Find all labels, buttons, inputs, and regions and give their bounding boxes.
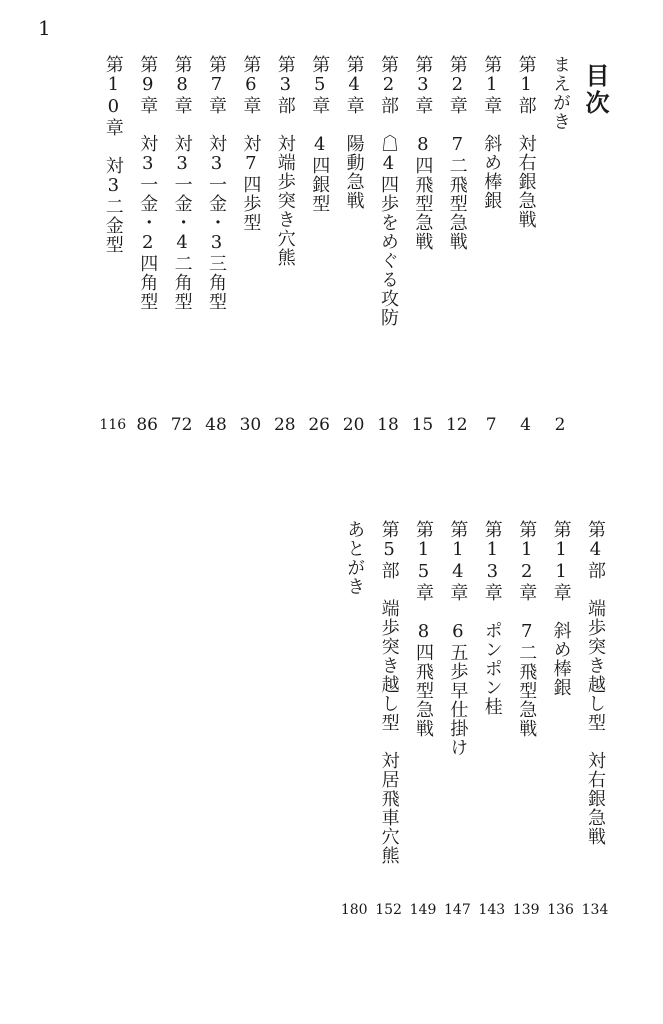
toc-entry-label: 第4章 陽動急戦 bbox=[343, 55, 365, 210]
toc-entry-page: 72 bbox=[170, 415, 193, 435]
toc-entry-page: 28 bbox=[273, 415, 296, 435]
toc-entry-label: 第15章 8四飛型急戦 bbox=[413, 520, 434, 738]
toc-entry-page: 152 bbox=[375, 902, 402, 918]
toc-entry-page: 48 bbox=[205, 415, 227, 435]
toc-entry-label: 第3章 8四飛型急戦 bbox=[412, 55, 434, 251]
toc-entry-label: 第11章 斜め棒銀 bbox=[550, 520, 572, 697]
toc-title: 目次 bbox=[581, 63, 609, 117]
toc-entry-label: 第1章 斜め棒銀 bbox=[481, 55, 503, 210]
toc-entry-label: 第3部 対端歩突き穴熊 bbox=[274, 55, 296, 267]
toc-entry-label: 第5部 端歩突き越し型 対居飛車穴熊 bbox=[378, 520, 400, 865]
toc-entry-page: 7 bbox=[485, 415, 497, 435]
toc-entry-page: 2 bbox=[554, 415, 566, 435]
toc-entry-page: 26 bbox=[308, 415, 330, 435]
toc-entry-page: 149 bbox=[409, 902, 437, 918]
toc-entry-page: 30 bbox=[239, 415, 262, 435]
toc-entry-label: 第5章 4四銀型 bbox=[309, 55, 331, 213]
toc-entry-page: 134 bbox=[581, 902, 609, 918]
toc-entry-page: 18 bbox=[377, 415, 399, 435]
toc-entry-page: 147 bbox=[444, 902, 471, 918]
toc-entry-label: 第2部 ☖4四歩をめぐる攻防 bbox=[378, 55, 399, 327]
toc-entry-page: 116 bbox=[99, 417, 127, 433]
toc-entry-page: 180 bbox=[340, 902, 368, 918]
toc-entry-page: 86 bbox=[136, 415, 158, 435]
toc-entry-label: 第6章 対7四歩型 bbox=[240, 55, 262, 232]
toc-entry-label: 第8章 対3一金・4二角型 bbox=[171, 55, 193, 311]
toc-entry-label: まえがき bbox=[550, 55, 571, 131]
toc-entry-label: 第10章 対3二金型 bbox=[102, 55, 124, 254]
toc-entry-label: 第9章 対3一金・2四角型 bbox=[137, 55, 159, 311]
page-number: 1 bbox=[38, 16, 51, 40]
toc-entry-page: 143 bbox=[478, 902, 506, 918]
toc-entry-page: 136 bbox=[547, 902, 574, 918]
toc-entry-page: 20 bbox=[342, 415, 365, 435]
toc-entry-label: 第7章 対3一金・3三角型 bbox=[206, 55, 227, 311]
toc-entry-page: 4 bbox=[520, 415, 531, 435]
toc-entry-label: 第12章 7二飛型急戦 bbox=[516, 520, 538, 738]
toc-entry-label: 第1部 対右銀急戦 bbox=[515, 55, 537, 229]
toc-entry-label: あとがき bbox=[344, 520, 366, 596]
toc-entry-page: 139 bbox=[512, 902, 540, 918]
toc-entry-label: 第13章 ポンポン桂 bbox=[481, 520, 503, 716]
toc-entry-label: 第2章 7二飛型急戦 bbox=[446, 55, 468, 251]
toc-entry-label: 第4部 端歩突き越し型 対右銀急戦 bbox=[585, 520, 606, 846]
toc-entry-page: 12 bbox=[445, 415, 468, 435]
toc-entry-label: 第14章 6五歩早仕掛け bbox=[447, 520, 469, 757]
toc-entry-page: 15 bbox=[411, 415, 434, 435]
